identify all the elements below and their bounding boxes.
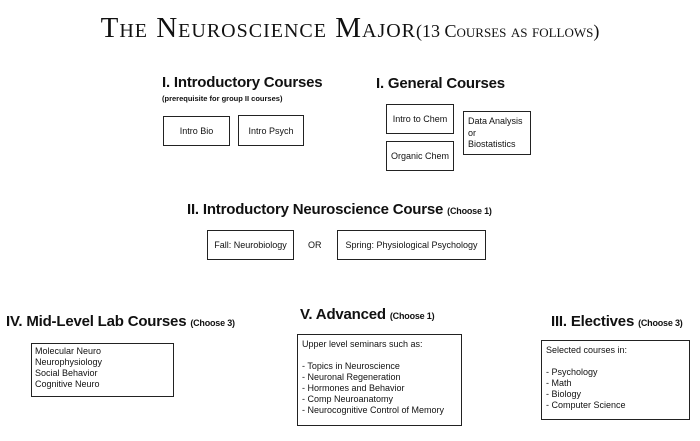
data-analysis-or: or [468, 127, 477, 138]
intro-neuro-title: II. Introductory Neuroscience Course [187, 201, 444, 218]
list-spacer [546, 356, 627, 367]
list-spacer [302, 350, 444, 361]
intro-courses-heading: I. Introductory Courses [162, 74, 323, 91]
list-item: - Neurocognitive Control of Memory [302, 405, 445, 415]
mid-level-list [35, 346, 102, 390]
list-intro: Upper level seminars such as: [302, 339, 423, 349]
list-item: - Biology [546, 389, 582, 399]
data-analysis-line: Data Analysis [468, 116, 523, 126]
advanced-list [302, 339, 444, 416]
list-item: Social Behavior [35, 368, 98, 378]
course-label: Fall: Neurobiology [214, 240, 287, 250]
data-analysis-line: Biostatistics [468, 139, 516, 149]
mid-level-courses-box [31, 343, 174, 397]
course-label: Spring: Physiological Psychology [345, 240, 478, 250]
list-item: Neurophysiology [35, 357, 103, 367]
mid-level-choose: (Choose 3) [190, 318, 235, 328]
list-item: Molecular Neuro [35, 346, 102, 356]
course-box-intro-psych [238, 115, 304, 146]
course-box-organic-chem [386, 141, 454, 171]
course-box-intro-bio [163, 116, 230, 146]
list-intro: Selected courses in: [546, 345, 628, 355]
general-courses-heading: I. General Courses [376, 75, 505, 92]
electives-list [546, 345, 627, 411]
list-item: - Math [546, 378, 572, 388]
course-label: Intro Psych [248, 125, 294, 136]
intro-neuro-choose: (Choose 1) [447, 206, 492, 216]
title-main: The Neuroscience Major [100, 12, 417, 44]
intro-courses-note: (prerequisite for group II courses) [162, 94, 283, 103]
course-box-data-analysis [463, 111, 531, 155]
list-item: - Hormones and Behavior [302, 383, 405, 393]
advanced-heading [300, 306, 434, 323]
course-box-fall-neurobiology [207, 230, 294, 260]
electives-choose: (Choose 3) [638, 318, 683, 328]
mid-level-title: IV. Mid-Level Lab Courses [6, 313, 187, 330]
list-item: Cognitive Neuro [35, 379, 100, 389]
advanced-choose: (Choose 1) [389, 311, 435, 321]
electives-heading [551, 313, 683, 330]
mid-level-heading [6, 313, 235, 330]
course-box-spring-physio-psych [337, 230, 486, 260]
page-title [0, 12, 700, 45]
course-label: Intro to Chem [392, 114, 448, 124]
electives-courses-box [541, 340, 690, 420]
title-subtitle: (13 Courses as follows) [416, 21, 600, 41]
advanced-title: V. Advanced [300, 306, 386, 323]
intro-neuro-heading [187, 201, 492, 218]
list-item: - Psychology [546, 367, 598, 377]
list-item: - Comp Neuroanatomy [302, 394, 394, 404]
course-label: Intro Bio [179, 126, 214, 136]
list-item: - Computer Science [546, 400, 626, 410]
electives-title: III. Electives [551, 313, 635, 330]
course-box-intro-chem [386, 104, 454, 134]
list-item: - Topics in Neuroscience [302, 361, 400, 371]
advanced-courses-box [297, 334, 462, 426]
list-item: - Neuronal Regeneration [302, 372, 401, 382]
course-label: Organic Chem [390, 151, 450, 161]
or-label: OR [308, 240, 322, 250]
